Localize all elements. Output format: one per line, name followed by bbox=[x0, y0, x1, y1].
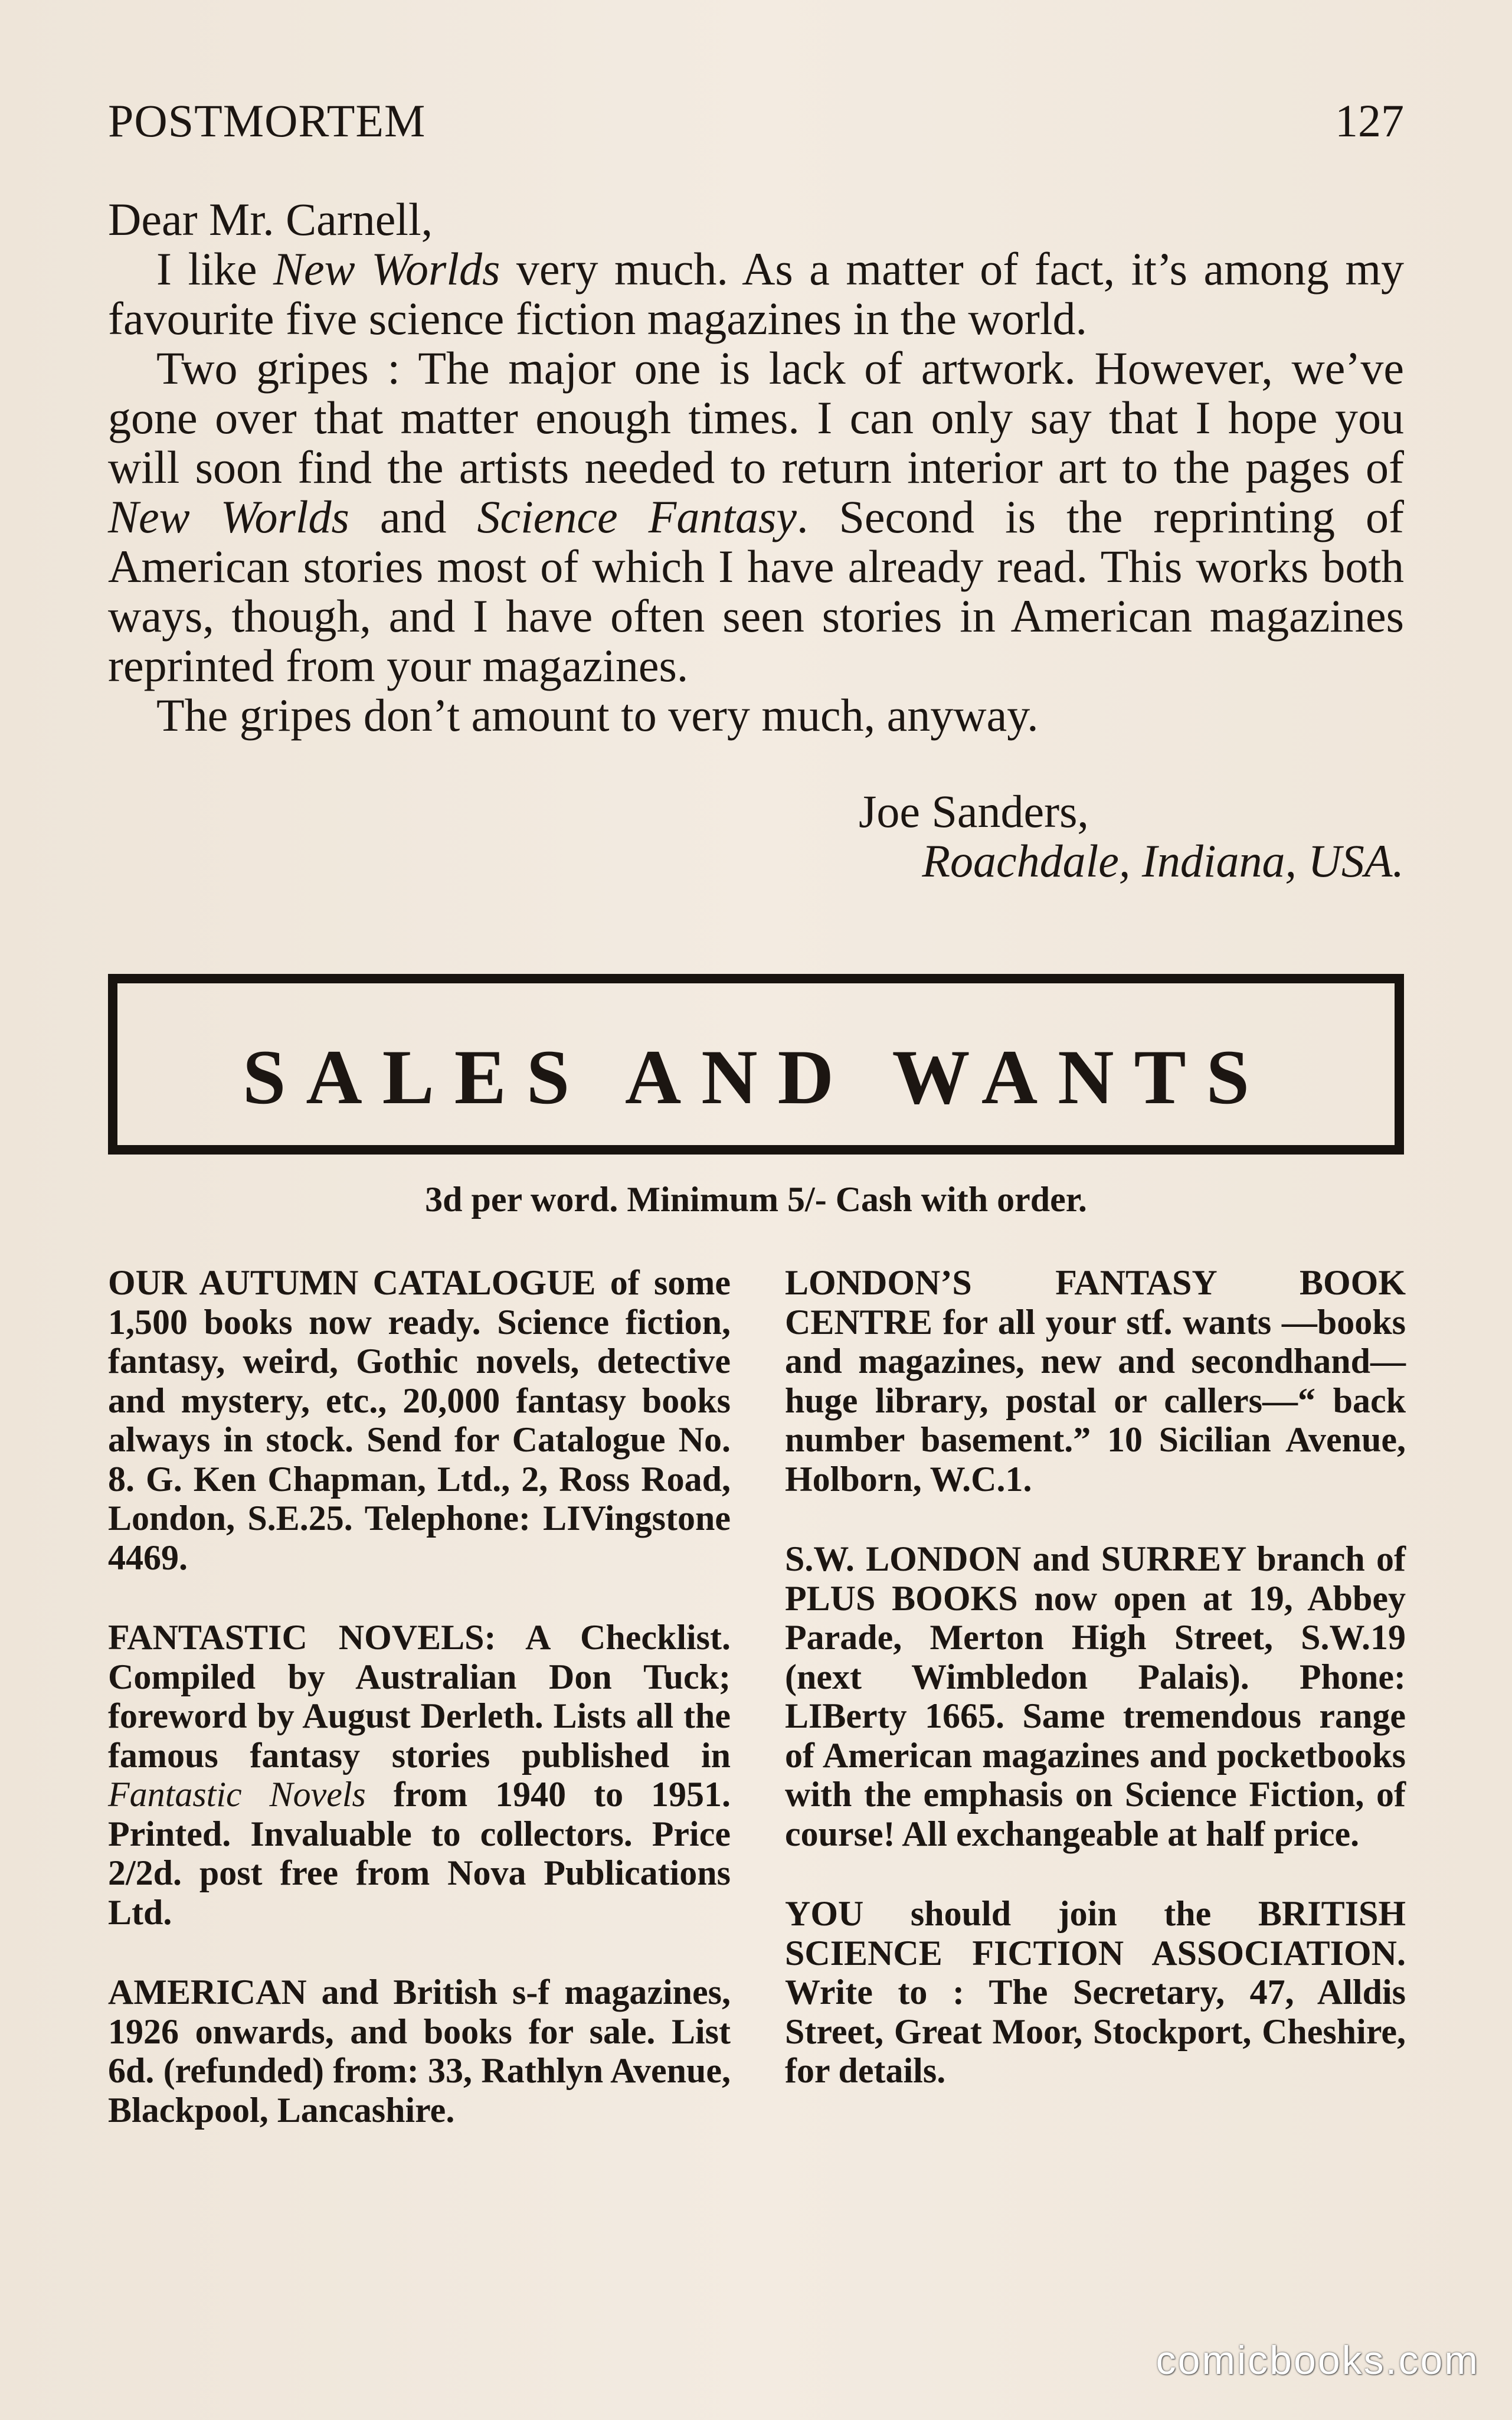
ad-plus-books: S.W. LONDON and SURREY branch of PLUS BOOKS now open at 19, Abbey Parade, Merton High Street, S.W.19 (next Wimbledon Palais). Phone: LIBerty 1665. Same tremendous range of American magazines and pocketbooks with the emphasis on Science Fiction, of course! All exchangeable at half price. bbox=[785, 1539, 1406, 1853]
sales-and-wants-banner bbox=[108, 974, 1404, 1155]
letter-paragraph-1: I like New Worlds very much. As a matter of fact, it’s among my favourite five science fiction magazines in the world. bbox=[108, 243, 1404, 344]
letter-salutation: Dear Mr. Carnell, bbox=[108, 194, 433, 245]
running-header bbox=[108, 94, 1404, 148]
ad-fantasy-book-centre: LONDON’S FANTASY BOOK CENTRE for all your stf. wants —books and magazines, new and secondhand—huge library, postal or callers—“ back number basement.” 10 Sicilian Avenue, Holborn, W.C.1. bbox=[785, 1263, 1406, 1499]
ads-left-column bbox=[108, 1263, 731, 2130]
banner-title: SALES AND WANTS bbox=[242, 1034, 1270, 1120]
section-title: POSTMORTEM bbox=[108, 95, 426, 146]
ad-fantastic-novels: FANTASTIC NOVELS: A Checklist. Compiled by Australian Don Tuck; foreword by August Derleth. Lists all the famous fantasy stories published in Fantastic Novels from 1940 to 1951. Printed. Invaluable to collectors. Price 2/2d. post free from Nova Publications Ltd. bbox=[108, 1618, 731, 1932]
ad-american-british-magazines: AMERICAN and British s-f magazines, 1926 onwards, and books for sale. List 6d. (refunded) from: 33, Rathlyn Avenue, Blackpool, Lancashire. bbox=[108, 1973, 731, 2130]
ad-autumn-catalogue: OUR AUTUMN CATALOGUE of some 1,500 books now ready. Science fiction, fantasy, weird, Gothic novels, detective and mystery, etc., 20,000 fantasy books always in stock. Send for Catalogue No. 8. G. Ken Chapman, Ltd., 2, Ross Road, London, S.E.25. Telephone: LIVingstone 4469. bbox=[108, 1263, 731, 1577]
page-number: 127 bbox=[1335, 95, 1404, 146]
ad-rates: 3d per word. Minimum 5/- Cash with order. bbox=[425, 1180, 1087, 1219]
reader-letter bbox=[108, 195, 1404, 740]
ads-right-column bbox=[785, 1263, 1406, 2091]
signature-place: Roachdale, Indiana, USA. bbox=[922, 835, 1404, 887]
ad-bsfa: YOU should join the BRITISH SCIENCE FICTION ASSOCIATION. Write to : The Secretary, 47, Alldis Street, Great Moor, Stockport, Cheshire, for details. bbox=[785, 1894, 1406, 2090]
signature-name: Joe Sanders, bbox=[859, 786, 1089, 837]
watermark: comicbooks.com bbox=[1156, 2338, 1480, 2383]
letter-paragraph-3: The gripes don’t amount to very much, anyway. bbox=[156, 689, 1039, 741]
letter-paragraph-2: Two gripes : The major one is lack of artwork. However, we’ve gone over that matter enough times. I can only say that I hope you will soon find the artists needed to return interior art to the pages of New Worlds and Science Fantasy. Second is the reprinting of American stories most of which I have already read. This works both ways, though, and I have often seen stories in American magazines reprinted from your magazines. bbox=[108, 342, 1404, 691]
